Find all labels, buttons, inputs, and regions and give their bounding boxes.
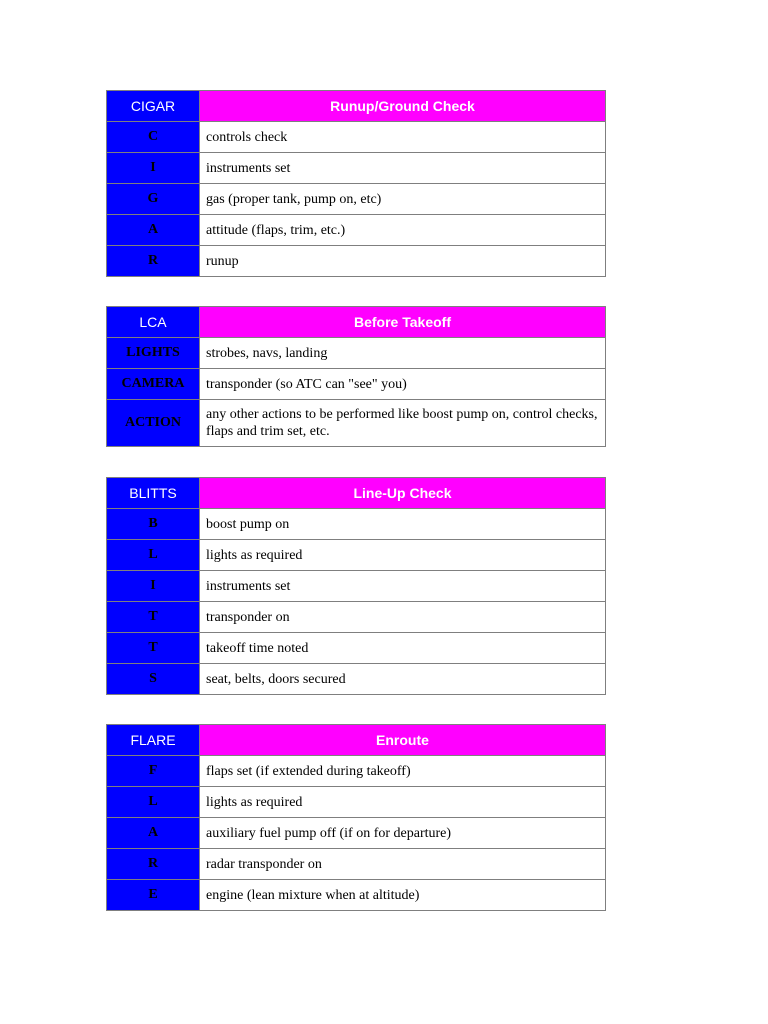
description-cell: transponder on: [200, 602, 606, 633]
description-cell: instruments set: [200, 571, 606, 602]
table-row: [107, 153, 606, 184]
table-row: [107, 818, 606, 849]
letter-cell: CAMERA: [107, 369, 200, 400]
description-cell: attitude (flaps, trim, etc.): [200, 215, 606, 246]
description-cell: instruments set: [200, 153, 606, 184]
description-cell: auxiliary fuel pump off (if on for departure): [200, 818, 606, 849]
description-cell: flaps set (if extended during takeoff): [200, 756, 606, 787]
checklist-title: Runup/Ground Check: [200, 91, 606, 122]
description-cell: controls check: [200, 122, 606, 153]
letter-cell: B: [107, 509, 200, 540]
table-row: [107, 215, 606, 246]
letter-cell: L: [107, 787, 200, 818]
table-row: [107, 664, 606, 695]
table-row: [107, 338, 606, 369]
description-cell: lights as required: [200, 540, 606, 571]
description-cell: strobes, navs, landing: [200, 338, 606, 369]
description-cell: gas (proper tank, pump on, etc): [200, 184, 606, 215]
checklist-table-lca: [106, 306, 606, 447]
description-cell: engine (lean mixture when at altitude): [200, 880, 606, 911]
checklist-title: Enroute: [200, 725, 606, 756]
letter-cell: G: [107, 184, 200, 215]
table-header-row: [107, 307, 606, 338]
table-row: [107, 571, 606, 602]
letter-cell: L: [107, 540, 200, 571]
table-row: [107, 509, 606, 540]
table-row: [107, 540, 606, 571]
checklist-title: Line-Up Check: [200, 478, 606, 509]
description-cell: seat, belts, doors secured: [200, 664, 606, 695]
description-cell: takeoff time noted: [200, 633, 606, 664]
table-header-row: [107, 91, 606, 122]
table-row: [107, 880, 606, 911]
table-row: [107, 369, 606, 400]
acronym-cell: FLARE: [107, 725, 200, 756]
letter-cell: F: [107, 756, 200, 787]
table-row: [107, 602, 606, 633]
letter-cell: ACTION: [107, 400, 200, 447]
letter-cell: I: [107, 571, 200, 602]
table-row: [107, 787, 606, 818]
description-cell: lights as required: [200, 787, 606, 818]
checklist-table-cigar: [106, 90, 606, 277]
checklist-title: Before Takeoff: [200, 307, 606, 338]
table-row: [107, 400, 606, 447]
table-row: [107, 633, 606, 664]
letter-cell: LIGHTS: [107, 338, 200, 369]
acronym-cell: CIGAR: [107, 91, 200, 122]
letter-cell: A: [107, 818, 200, 849]
table-row: [107, 184, 606, 215]
checklist-table-flare: [106, 724, 606, 911]
checklist-table-blitts: [106, 477, 606, 695]
description-cell: boost pump on: [200, 509, 606, 540]
letter-cell: C: [107, 122, 200, 153]
table-row: [107, 122, 606, 153]
letter-cell: A: [107, 215, 200, 246]
letter-cell: E: [107, 880, 200, 911]
acronym-cell: BLITTS: [107, 478, 200, 509]
letter-cell: R: [107, 849, 200, 880]
letter-cell: T: [107, 633, 200, 664]
letter-cell: T: [107, 602, 200, 633]
letter-cell: I: [107, 153, 200, 184]
description-cell: transponder (so ATC can "see" you): [200, 369, 606, 400]
description-cell: runup: [200, 246, 606, 277]
letter-cell: S: [107, 664, 200, 695]
table-header-row: [107, 478, 606, 509]
description-cell: any other actions to be performed like boost pump on, control checks, flaps and trim set, etc.: [200, 400, 606, 447]
table-row: [107, 756, 606, 787]
table-row: [107, 246, 606, 277]
letter-cell: R: [107, 246, 200, 277]
table-header-row: [107, 725, 606, 756]
table-row: [107, 849, 606, 880]
acronym-cell: LCA: [107, 307, 200, 338]
description-cell: radar transponder on: [200, 849, 606, 880]
